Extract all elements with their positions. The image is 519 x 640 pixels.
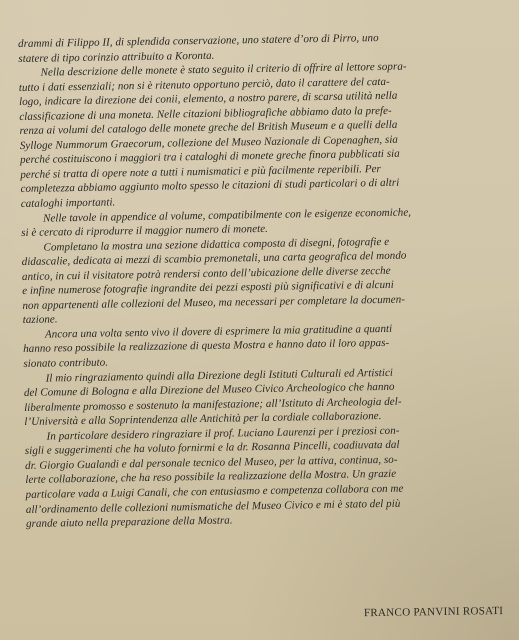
signature-name: FRANCO PANVINI ROSATI	[363, 605, 503, 620]
text-line: didascalie, dedicata ai mezzi di scambio premonetali, una carta geografica del mondo	[21, 249, 407, 269]
text-line: perché si tratta di opere note a tutti i numismatici e più facilmente reperibili. Per	[20, 162, 381, 181]
text-line: Completano la mostra una sezione didattica composta di disegni, fotografie e	[43, 235, 390, 254]
text-line: logo, indicare la direzione dei conii, elemento, a nostro parere, di scarsa utilità nella	[18, 89, 398, 109]
text-line: antico, in cui il visitatore potrà rendersi conto dell’ubicazione delle diverse zecche	[21, 264, 391, 283]
text-line: sigli e suggerimenti che ha voluto fornirmi e la dr. Rosanna Pincelli, coadiuvata dal	[24, 439, 400, 458]
text-line: statere di tipo corinzio attribuito a Koronta.	[18, 49, 215, 65]
text-line: si è cercato di riprodurre il maggior numero di monete.	[21, 222, 269, 240]
text-line: sionato contributo.	[23, 356, 109, 370]
paragraph-exhibition	[21, 233, 506, 328]
text-line: Il mio ringraziamento quindi alla Direzione degli Istituti Culturali ed Artistici	[45, 366, 394, 385]
text-line: Ancora una volta sento vivo il dovere di esprimere la mia gratitudine a quanti	[44, 322, 393, 341]
text-line: renza ai volumi del catalogo delle monete greche del British Museum e a quelli della	[19, 119, 398, 138]
text-line: tazione.	[22, 313, 58, 327]
text-line: l’Università e alla Soprintendenza alle Antichità per la cordiale collaborazione.	[24, 410, 382, 429]
text-line: In particolare desidero ringraziare il prof. Luciano Laurenzi per i preziosi con-	[46, 424, 400, 443]
paragraph-thanks-institutions	[24, 364, 509, 430]
paragraph-coin-description	[18, 58, 504, 211]
text-line: grande aiuto nella preparazione della Mostra.	[25, 514, 233, 530]
text-line: dr. Giorgio Gualandi e dal personale tecnico del Museo, per la attiva, continua, so-	[25, 453, 398, 472]
text-line: drammi di Filippo II, di splendida conservazione, uno statere d’oro di Pirro, uno	[18, 32, 379, 50]
text-line: lerte collaborazione, che ha reso possibile la realizzazione della Mostra. Un grazie	[25, 468, 397, 487]
text-line: Nella descrizione delle monete è stato seguito il criterio di offrire al lettore sopra-	[40, 60, 407, 79]
body-text	[18, 29, 510, 532]
text-line: classificazione di una moneta. Nelle citazioni bibliografiche abbiamo dato la prefe-	[19, 104, 392, 123]
text-line: tutto i dati essenziali; non si è ritenuto opportuno perciò, dato il carattere del cata-	[18, 75, 390, 94]
text-line: cataloghi importanti.	[20, 196, 116, 210]
text-line: e infine numerose fotografie ingrandite dei pezzi esposti più significativi e di alcuni	[22, 279, 394, 298]
text-line: non appartenenti alle collezioni del Museo, ma necessari per completare la documen-	[22, 293, 406, 312]
text-line: liberalmente promosso e sostenuto la manifestazione; all’Istituto di Archeologia del-	[24, 395, 402, 414]
paragraph-thanks-people	[25, 422, 511, 532]
text-line: all’ordinamento delle collezioni numismatiche del Museo Civico e mi è stato del più	[25, 497, 401, 516]
text-line: Sylloge Nummorum Graecorum, collezione del Museo Nazionale di Copenaghen, sia	[19, 133, 399, 152]
text-line: particolare vada a Luigi Canali, che con entusiasmo e competenza collabora con me	[25, 482, 404, 501]
author-signature	[364, 605, 503, 619]
text-line: perché costituiscono i maggiori tra i cataloghi di monete greche finora pubblicati sia	[19, 148, 400, 167]
text-line: hanno reso possibile la realizzazione di questa Mostra e hanno dato il loro appas-	[23, 337, 390, 356]
text-line: Nelle tavole in appendice al volume, compatibilmente con le esigenze economiche,	[42, 206, 412, 225]
text-line: del Comune di Bologna e alla Direzione del Museo Civico Archeologico che hanno	[23, 380, 395, 400]
text-line: completezza abbiamo aggiunto molto spesso le citazioni di studi particolari o di altri	[20, 177, 400, 196]
